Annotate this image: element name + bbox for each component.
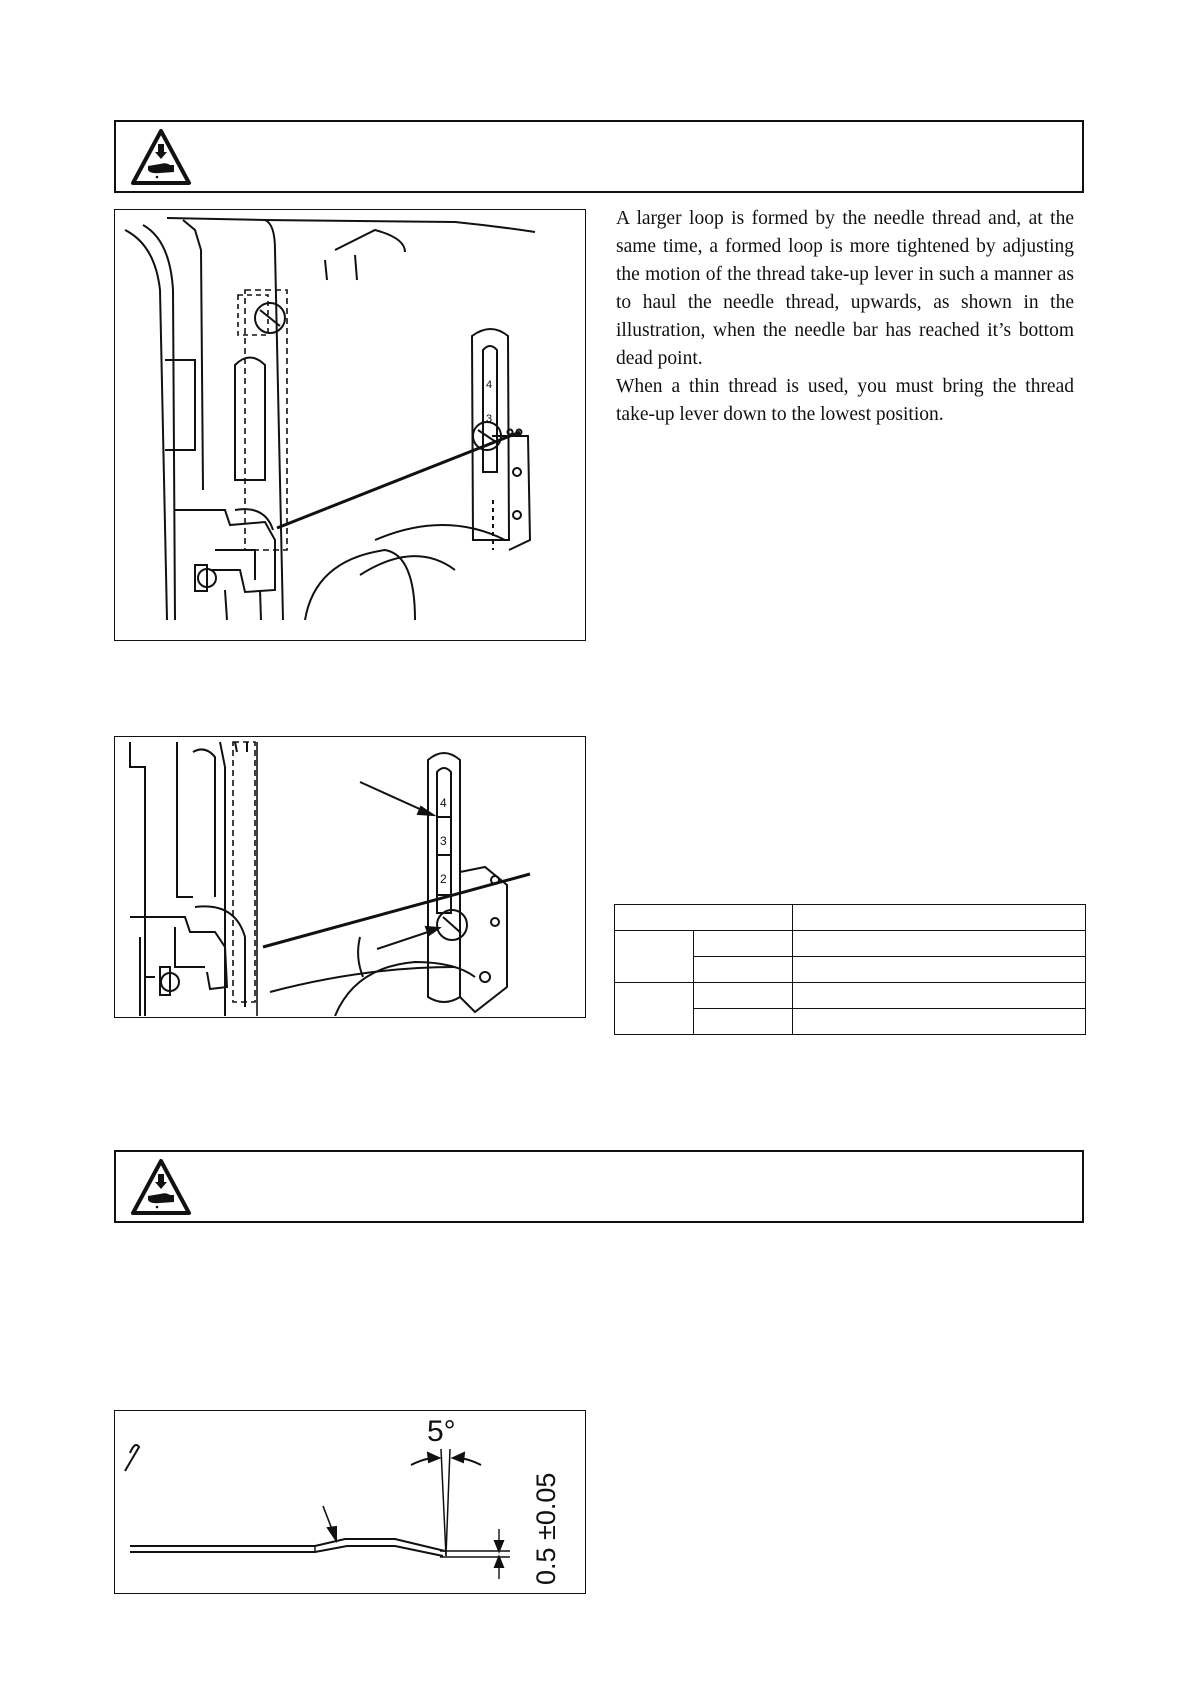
table-cell xyxy=(694,1009,793,1035)
table-cell xyxy=(793,983,1086,1009)
thin-thread-note: When a thin thread is used, you must bring the thread take-up lever down to the lowest position. xyxy=(616,376,1074,425)
hand-crush-warning-icon xyxy=(130,128,192,186)
table-cell xyxy=(793,1009,1086,1035)
take-up-lever-description xyxy=(616,205,1074,429)
table-row xyxy=(615,983,1086,1009)
take-up-lever-figure xyxy=(114,209,586,641)
table-cell xyxy=(793,957,1086,983)
scale-mark-3: 3 xyxy=(440,834,447,848)
warning-box xyxy=(114,120,1084,193)
warning-box xyxy=(114,1150,1084,1223)
hand-crush-warning-icon xyxy=(130,1158,192,1216)
blade-angle-figure xyxy=(114,1410,586,1594)
scale-plate-illustration xyxy=(115,737,584,1016)
blade-profile-illustration xyxy=(115,1411,584,1592)
table-cell xyxy=(694,957,793,983)
scale-mark-4: 4 xyxy=(486,379,493,391)
scale-mark-3: 3 xyxy=(486,413,493,425)
machine-arm-illustration xyxy=(115,210,584,639)
table-cell xyxy=(793,931,1086,957)
table-cell xyxy=(694,931,793,957)
scale-mark-4: 4 xyxy=(440,796,447,810)
settings-table xyxy=(614,904,1086,1035)
table-header-row xyxy=(615,905,1086,931)
gap-tolerance-label: 0.5 ±0.05 xyxy=(531,1472,561,1585)
group-label-cell xyxy=(615,931,694,983)
description-paragraph: A larger loop is formed by the needle thread and, at the same time, a formed loop is more tightened by adjusting the motion of the thread take-up lever in such a manner as to haul the needle thread, upwards, as shown in the illustration, when the needle bar has reached it’s bottom dead point. xyxy=(616,208,1074,369)
table-cell xyxy=(694,983,793,1009)
scale-adjustment-figure xyxy=(114,736,586,1018)
table-row xyxy=(615,931,1086,957)
group-label-cell xyxy=(615,983,694,1035)
table-header-cell xyxy=(793,905,1086,931)
scale-mark-2: 2 xyxy=(440,872,447,886)
table-header-cell xyxy=(615,905,793,931)
angle-label: 5° xyxy=(427,1415,456,1448)
